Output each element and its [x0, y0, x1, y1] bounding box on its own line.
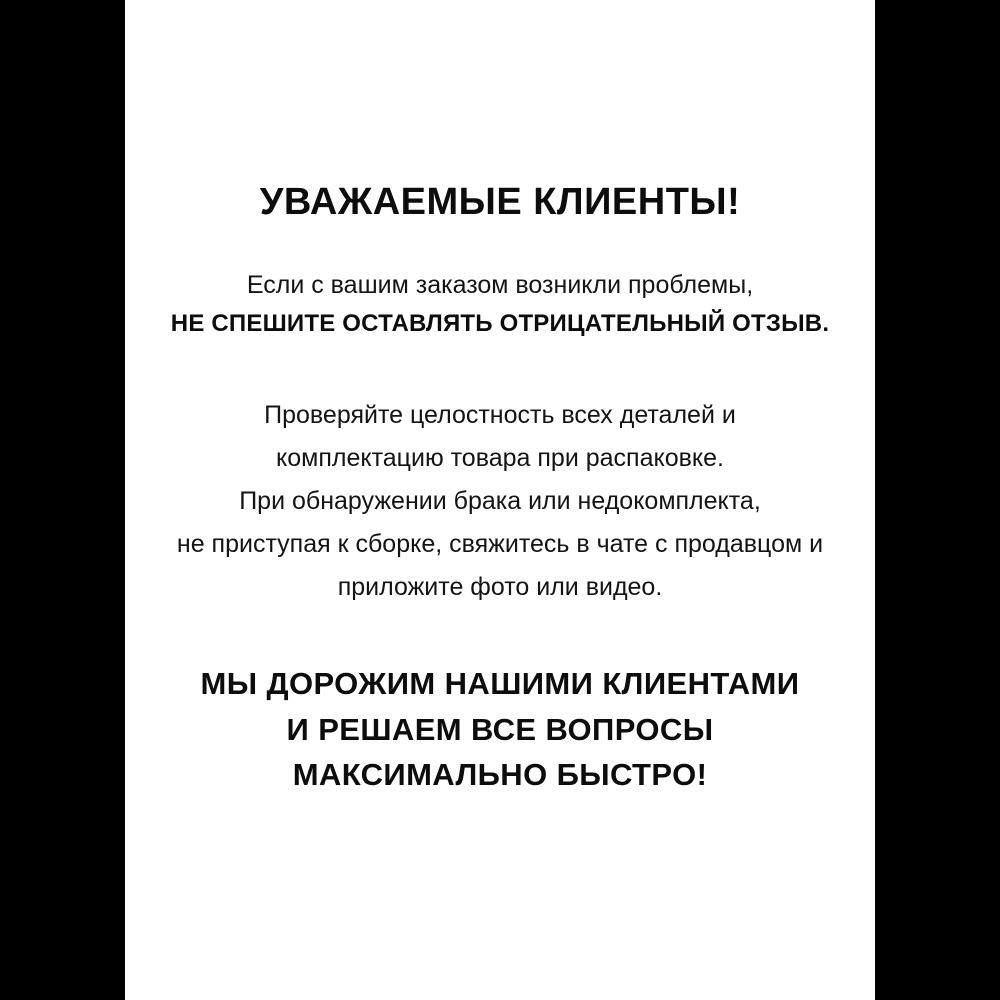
instructions-block [150, 394, 850, 609]
instructions-line-3: При обнаружении брака или недокомплекта, [239, 486, 761, 515]
intro-line-2: НЕ СПЕШИТЕ ОСТАВЛЯТЬ ОТРИЦАТЕЛЬНЫЙ ОТЗЫВ. [170, 309, 830, 337]
closing-line-2: И РЕШАЕМ ВСЕ ВОПРОСЫ [286, 711, 714, 747]
instructions-line-5: приложите фото или видео. [337, 572, 663, 601]
poster-content [125, 0, 875, 1000]
instructions-line-2: комплектацию товара при распаковке. [276, 443, 724, 472]
closing-line-1: МЫ ДОРОЖИМ НАШИМИ КЛИЕНТАМИ [200, 665, 800, 701]
intro-block [170, 266, 830, 342]
instructions-line-4: не приступая к сборке, свяжитесь в чате с продавцом и [176, 529, 824, 558]
intro-line-1: Если с вашим заказом возникли проблемы, [246, 270, 754, 299]
page-title: УВАЖАЕМЫЕ КЛИЕНТЫ! [259, 181, 741, 223]
instructions-line-1: Проверяйте целостность всех деталей и [264, 400, 736, 429]
closing-block [150, 661, 850, 799]
poster-sheet [125, 0, 875, 1000]
closing-line-3: МАКСИМАЛЬНО БЫСТРО! [292, 757, 708, 793]
